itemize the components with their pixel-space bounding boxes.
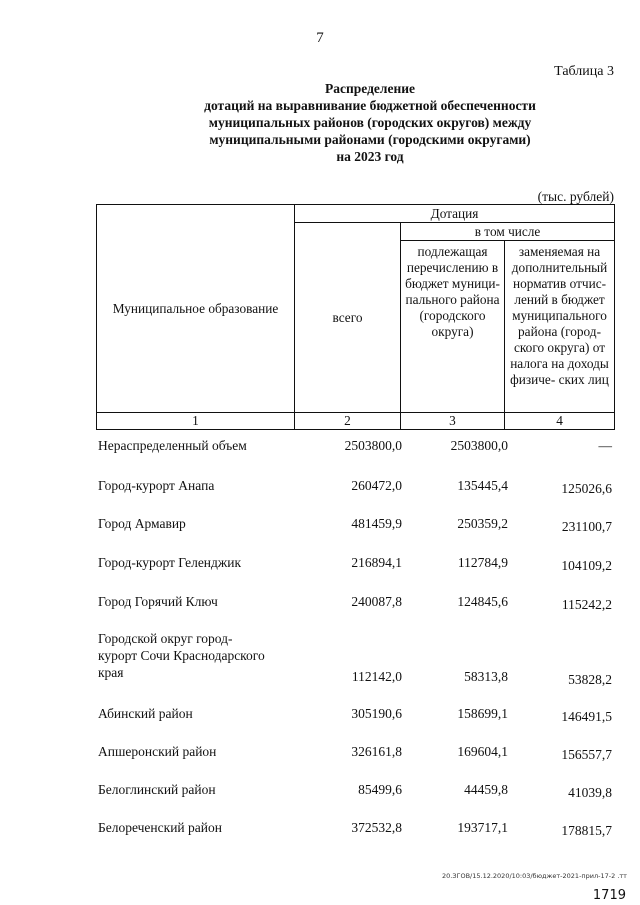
row-replace: 146491,5 <box>561 709 612 724</box>
row-transfer: 44459,8 <box>464 782 508 797</box>
row-total: 305190,6 <box>351 706 402 721</box>
document-title <box>130 80 610 165</box>
row-name: Абинский район <box>98 706 193 721</box>
header-replace: заменяемая на дополнительный норматив отчис- лений в бюджет муниципального района (город- ского округа) от налога на доходы физиче- ских лиц <box>505 241 615 413</box>
row-name: Белоглинский район <box>98 782 216 797</box>
row-transfer: 58313,8 <box>464 669 508 684</box>
row-total: 260472,0 <box>351 478 402 493</box>
row-transfer: 193717,1 <box>457 820 508 835</box>
row-name: Апшеронский район <box>98 744 217 759</box>
row-total: 372532,8 <box>351 820 402 835</box>
row-replace: 231100,7 <box>561 519 612 534</box>
row-total: 240087,8 <box>351 594 402 609</box>
unit-label: (тыс. рублей) <box>537 189 614 204</box>
row-transfer: 112784,9 <box>457 555 508 570</box>
title-line: на 2023 год <box>336 149 404 164</box>
row-name: Белореченский район <box>98 820 222 835</box>
table-header <box>96 204 615 430</box>
title-line: дотаций на выравнивание бюджетной обеспеченности <box>204 98 536 113</box>
row-total: 481459,9 <box>351 516 402 531</box>
row-replace: — <box>598 438 612 453</box>
row-transfer: 169604,1 <box>457 744 508 759</box>
footer-document-code: 20.ЗГОВ/15.12.2020/10:03/бюджет-2021-прил-17-2 .тт <box>442 872 627 880</box>
page-number: 7 <box>316 30 324 46</box>
title-line: муниципальными районами (городскими округами) <box>209 132 531 147</box>
row-replace: 115242,2 <box>561 597 612 612</box>
header-transfer: подлежащая перечислению в бюджет муници- пального района (городского округа) <box>401 241 505 413</box>
row-name: Нераспределенный объем <box>98 438 247 453</box>
row-transfer: 124845,6 <box>457 594 508 609</box>
title-line: Распределение <box>324 81 416 96</box>
row-replace: 156557,7 <box>561 747 612 762</box>
row-name: Город Армавир <box>98 516 186 531</box>
header-num-3: 3 <box>401 413 505 430</box>
row-replace: 53828,2 <box>568 672 612 687</box>
row-replace: 178815,7 <box>561 823 612 838</box>
row-name: Город-курорт Геленджик <box>98 555 242 570</box>
header-municipality: Муниципальное образование <box>97 205 295 413</box>
header-total: всего <box>295 223 401 413</box>
row-name: Городской округ город-курорт Сочи Краснодарского края <box>98 631 265 680</box>
title-line: муниципальных районов (городских округов) между <box>208 115 532 130</box>
row-transfer: 135445,4 <box>457 478 508 493</box>
header-num-4: 4 <box>505 413 615 430</box>
footer-sheet-number: 1719 <box>592 888 626 903</box>
row-replace: 41039,8 <box>568 785 612 800</box>
row-total: 2503800,0 <box>344 438 402 453</box>
row-transfer: 158699,1 <box>457 706 508 721</box>
header-num-2: 2 <box>295 413 401 430</box>
row-total: 112142,0 <box>351 669 402 684</box>
row-name: Город Горячий Ключ <box>98 594 218 609</box>
row-replace: 104109,2 <box>561 558 612 573</box>
header-grant: Дотация <box>295 205 615 223</box>
header-including: в том числе <box>401 223 615 241</box>
row-total: 326161,8 <box>351 744 402 759</box>
row-transfer: 250359,2 <box>457 516 508 531</box>
row-total: 216894,1 <box>351 555 402 570</box>
row-transfer: 2503800,0 <box>450 438 508 453</box>
row-name: Город-курорт Анапа <box>98 478 215 493</box>
row-replace: 125026,6 <box>561 481 612 496</box>
table-label: Таблица 3 <box>554 64 614 79</box>
header-num-1: 1 <box>97 413 295 430</box>
row-total: 85499,6 <box>358 782 402 797</box>
